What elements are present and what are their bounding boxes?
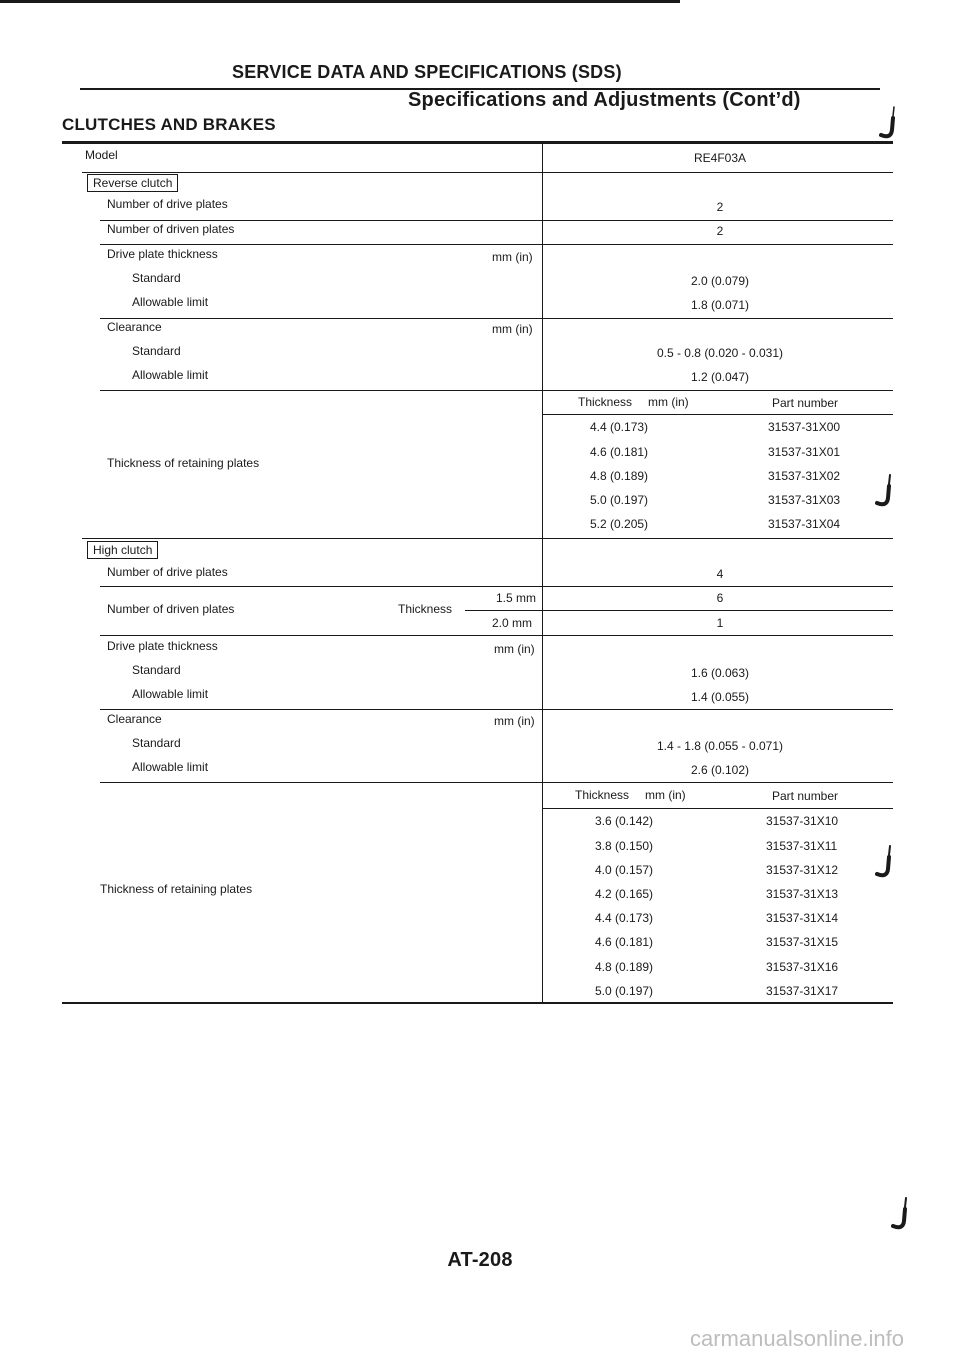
table-rule: [100, 635, 893, 636]
reverse-driven-plates-value: 2: [716, 224, 724, 238]
high-driven-option-value: 1: [716, 616, 724, 630]
high-drive-plates-value: 4: [716, 567, 724, 581]
table-rule: [100, 782, 893, 783]
high-drive-plate-thickness-label: Drive plate thickness: [107, 639, 218, 653]
high-clutch-label: High clutch: [87, 541, 158, 559]
retaining-plate-thickness: 4.6 (0.181): [590, 445, 649, 459]
retaining-plate-part-number: 31537-31X16: [766, 960, 839, 974]
reverse-retaining-col-thickness: Thickness: [578, 395, 633, 409]
reverse-clutch-label: Reverse clutch: [87, 174, 178, 192]
retaining-plate-thickness: 4.4 (0.173): [590, 420, 649, 434]
page-number: AT-208: [447, 1249, 513, 1271]
reverse-clearance-standard-label: Standard: [132, 344, 181, 358]
high-thickness-standard-value: 1.6 (0.063): [690, 666, 750, 680]
retaining-plate-thickness: 4.4 (0.173): [595, 911, 654, 925]
table-rule: [542, 808, 893, 809]
high-thickness-allowable-label: Allowable limit: [132, 687, 209, 701]
reverse-thickness-allowable-value: 1.8 (0.071): [690, 298, 750, 312]
high-clearance-standard-value: 1.4 - 1.8 (0.055 - 0.071): [656, 739, 784, 753]
table-rule: [100, 318, 893, 319]
table-rule: [100, 586, 893, 587]
high-clearance-allowable-value: 2.6 (0.102): [690, 763, 750, 777]
table-bottom-rule: [62, 1002, 893, 1004]
reverse-clearance-standard-value: 0.5 - 0.8 (0.020 - 0.031): [656, 346, 784, 360]
section-rule: [62, 141, 893, 144]
watermark: carmanualsonline.info: [690, 1326, 905, 1351]
retaining-plate-part-number: 31537-31X14: [766, 911, 839, 925]
high-driven-option-value: 6: [716, 591, 724, 605]
high-clearance-standard-label: Standard: [132, 736, 181, 750]
high-drive-plates-label: Number of drive plates: [107, 565, 228, 579]
high-thickness-standard-label: Standard: [132, 663, 181, 677]
reverse-clearance-allowable-label: Allowable limit: [132, 368, 209, 382]
reverse-retaining-col-part: Part number: [772, 396, 839, 410]
retaining-plate-thickness: 5.0 (0.197): [595, 984, 654, 998]
revision-mark-icon: [878, 106, 898, 142]
table-rule: [100, 220, 893, 221]
retaining-plate-part-number: 31537-31X00: [768, 420, 841, 434]
retaining-plate-thickness: 3.6 (0.142): [595, 814, 654, 828]
reverse-clearance-allowable-value: 1.2 (0.047): [690, 370, 750, 384]
table-rule: [542, 414, 893, 415]
reverse-thickness-standard-label: Standard: [132, 271, 181, 285]
high-thickness-allowable-value: 1.4 (0.055): [690, 690, 750, 704]
retaining-plate-part-number: 31537-31X11: [766, 839, 838, 853]
reverse-retaining-col-unit: mm (in): [648, 395, 689, 409]
table-rule: [100, 709, 893, 710]
high-driven-plates-label: Number of driven plates: [107, 602, 235, 616]
retaining-plate-thickness: 3.8 (0.150): [595, 839, 654, 853]
high-retaining-col-thickness: Thickness: [575, 788, 630, 802]
retaining-plate-part-number: 31537-31X12: [766, 863, 839, 877]
retaining-plate-part-number: 31537-31X03: [768, 493, 841, 507]
table-rule: [82, 538, 893, 539]
page-title: SERVICE DATA AND SPECIFICATIONS (SDS): [232, 62, 622, 82]
retaining-plate-part-number: 31537-31X04: [768, 517, 841, 531]
high-driven-option-thickness: 2.0 mm: [492, 616, 533, 630]
retaining-plate-thickness: 4.8 (0.189): [595, 960, 654, 974]
model-value: RE4F03A: [693, 151, 747, 165]
revision-mark-icon: [874, 845, 894, 881]
high-clearance-label: Clearance: [107, 712, 162, 726]
reverse-drive-plate-thickness-unit: mm (in): [492, 250, 533, 264]
high-driven-thickness-label: Thickness: [398, 602, 453, 616]
reverse-drive-plates-label: Number of drive plates: [107, 197, 228, 211]
high-retaining-col-part: Part number: [772, 789, 839, 803]
table-rule: [82, 172, 893, 173]
retaining-plate-thickness: 4.0 (0.157): [595, 863, 654, 877]
retaining-plate-part-number: 31537-31X13: [766, 887, 839, 901]
table-rule: [100, 244, 893, 245]
column-divider: [542, 143, 543, 1003]
revision-mark-icon: [890, 1197, 910, 1233]
high-clearance-allowable-label: Allowable limit: [132, 760, 209, 774]
model-label: Model: [85, 148, 118, 162]
section-heading: CLUTCHES AND BRAKES: [62, 115, 276, 134]
reverse-clearance-label: Clearance: [107, 320, 162, 334]
retaining-plate-part-number: 31537-31X15: [766, 935, 839, 949]
retaining-plate-part-number: 31537-31X02: [768, 469, 841, 483]
table-rule: [100, 390, 893, 391]
high-retaining-col-unit: mm (in): [645, 788, 686, 802]
reverse-drive-plates-value: 2: [716, 200, 724, 214]
retaining-plate-thickness: 4.8 (0.189): [590, 469, 649, 483]
retaining-plate-thickness: 5.0 (0.197): [590, 493, 649, 507]
reverse-driven-plates-label: Number of driven plates: [107, 222, 235, 236]
retaining-plate-part-number: 31537-31X17: [766, 984, 839, 998]
high-driven-option-thickness: 1.5 mm: [496, 591, 537, 605]
page-subtitle: Specifications and Adjustments (Cont’d): [408, 89, 801, 111]
reverse-clearance-unit: mm (in): [492, 322, 533, 336]
top-edge-rule: [0, 0, 680, 3]
reverse-retaining-plates-label: Thickness of retaining plates: [107, 456, 260, 470]
retaining-plate-part-number: 31537-31X10: [766, 814, 839, 828]
revision-mark-icon: [874, 474, 894, 510]
retaining-plate-thickness: 4.2 (0.165): [595, 887, 654, 901]
high-retaining-plates-label: Thickness of retaining plates: [100, 882, 253, 896]
high-clearance-unit: mm (in): [494, 714, 535, 728]
reverse-thickness-standard-value: 2.0 (0.079): [690, 274, 750, 288]
retaining-plate-thickness: 4.6 (0.181): [595, 935, 654, 949]
retaining-plate-thickness: 5.2 (0.205): [590, 517, 649, 531]
reverse-drive-plate-thickness-label: Drive plate thickness: [107, 247, 218, 261]
high-drive-plate-thickness-unit: mm (in): [494, 642, 535, 656]
table-rule: [465, 610, 893, 611]
reverse-thickness-allowable-label: Allowable limit: [132, 295, 209, 309]
retaining-plate-part-number: 31537-31X01: [768, 445, 841, 459]
